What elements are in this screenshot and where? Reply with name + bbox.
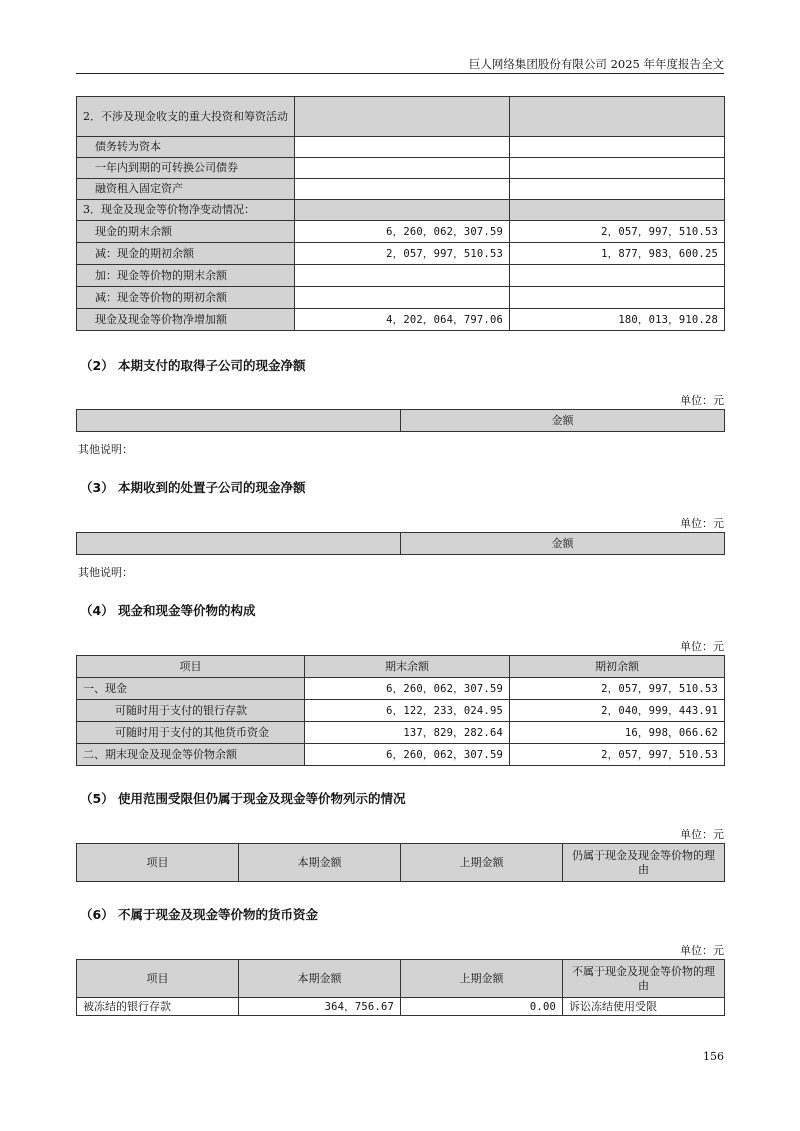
header-cell-reason: 仍属于现金及现金等价物的理由	[563, 844, 725, 882]
header-cell-end-balance: 期末余额	[305, 656, 510, 678]
prior-value: 2，057，997，510.53	[510, 221, 725, 243]
table-row	[77, 137, 725, 158]
table-row	[77, 243, 725, 265]
header-cell-reason: 不属于现金及现金等价物的理由	[563, 960, 725, 998]
prior-value	[510, 97, 725, 137]
restricted-cash-table	[76, 843, 725, 882]
header-cell-empty	[77, 533, 401, 555]
acquired-subsidiary-table	[76, 409, 725, 432]
end-value: 6，260，062，307.59	[305, 744, 510, 766]
other-note-3: 其他说明：	[78, 566, 133, 579]
unit-label-5: 单位：元	[680, 828, 724, 841]
end-value: 137，829，282.64	[305, 722, 510, 744]
unit-label-3: 单位：元	[680, 517, 724, 530]
current-value	[295, 97, 510, 137]
page-number: 156	[703, 1050, 724, 1063]
table-row	[77, 744, 725, 766]
table-row	[77, 265, 725, 287]
prior-value: 180，013，910.28	[510, 309, 725, 331]
prior-value	[510, 158, 725, 179]
table-row	[77, 158, 725, 179]
header-cell-amount: 金额	[401, 410, 725, 432]
table-row	[77, 287, 725, 309]
prior-value	[510, 265, 725, 287]
row-label: 现金的期末余额	[77, 221, 295, 243]
supplement-cash-flow-table	[76, 96, 725, 331]
table-header-row	[77, 656, 725, 678]
current-value	[295, 200, 510, 221]
begin-value: 2，040，999，443.91	[510, 700, 725, 722]
section-title-6: （6） 不属于现金及现金等价物的货币资金	[80, 907, 319, 922]
row-label: 被冻结的银行存款	[77, 998, 239, 1016]
row-label: 可随时用于支付的其他货币资金	[77, 722, 305, 744]
row-label: 一、现金	[77, 678, 305, 700]
section-title-3: （3） 本期收到的处置子公司的现金净额	[80, 480, 306, 495]
header-cell-item: 项目	[77, 960, 239, 998]
current-value: 4，202，064，797.06	[295, 309, 510, 331]
row-label: 可随时用于支付的银行存款	[77, 700, 305, 722]
current-value: 364，756.67	[239, 998, 401, 1016]
prior-value: 1，877，983，600.25	[510, 243, 725, 265]
table-row	[77, 221, 725, 243]
table-row	[77, 179, 725, 200]
table-row	[77, 200, 725, 221]
table-row	[77, 700, 725, 722]
prior-value	[510, 287, 725, 309]
cash-composition-table	[76, 655, 725, 766]
row-label: 加：现金等价物的期末余额	[77, 265, 295, 287]
table-header-row	[77, 410, 725, 432]
header-cell-current: 本期金额	[239, 844, 401, 882]
row-label: 减：现金等价物的期初余额	[77, 287, 295, 309]
table-header-row	[77, 960, 725, 998]
current-value	[295, 158, 510, 179]
current-value	[295, 287, 510, 309]
report-header: 巨人网络集团股份有限公司 2025 年年度报告全文	[468, 57, 724, 71]
header-cell-begin-balance: 期初余额	[510, 656, 725, 678]
begin-value: 16，998，066.62	[510, 722, 725, 744]
reason-text: 诉讼冻结使用受限	[563, 998, 725, 1016]
end-value: 6，260，062，307.59	[305, 678, 510, 700]
table-header-row	[77, 844, 725, 882]
table-row	[77, 678, 725, 700]
unit-label-2: 单位：元	[680, 394, 724, 407]
prior-value	[510, 179, 725, 200]
current-value: 6，260，062，307.59	[295, 221, 510, 243]
header-cell-empty	[77, 410, 401, 432]
row-label: 现金及现金等价物净增加额	[77, 309, 295, 331]
row-label: 减：现金的期初余额	[77, 243, 295, 265]
other-note-2: 其他说明：	[78, 443, 133, 456]
table-row	[77, 998, 725, 1016]
header-cell-amount: 金额	[401, 533, 725, 555]
table-row	[77, 97, 725, 137]
row-label: 二、期末现金及现金等价物余额	[77, 744, 305, 766]
header-cell-current: 本期金额	[239, 960, 401, 998]
unit-label-4: 单位：元	[680, 640, 724, 653]
table-header-row	[77, 533, 725, 555]
current-value	[295, 265, 510, 287]
table-row	[77, 722, 725, 744]
header-cell-prior: 上期金额	[401, 844, 563, 882]
begin-value: 2，057，997，510.53	[510, 678, 725, 700]
row-label: 3．现金及现金等价物净变动情况：	[77, 200, 295, 221]
prior-value	[510, 200, 725, 221]
section-title-2: （2） 本期支付的取得子公司的现金净额	[80, 358, 306, 373]
row-label: 2．不涉及现金收支的重大投资和筹资活动	[77, 97, 295, 137]
header-rule	[76, 73, 724, 74]
disposed-subsidiary-table	[76, 532, 725, 555]
section-title-4: （4） 现金和现金等价物的构成	[80, 603, 256, 618]
current-value	[295, 179, 510, 200]
begin-value: 2，057，997，510.53	[510, 744, 725, 766]
header-cell-item: 项目	[77, 656, 305, 678]
header-cell-prior: 上期金额	[401, 960, 563, 998]
row-label: 一年内到期的可转换公司债券	[77, 158, 295, 179]
section-title-5: （5） 使用范围受限但仍属于现金及现金等价物列示的情况	[80, 791, 406, 806]
header-cell-item: 项目	[77, 844, 239, 882]
prior-value	[510, 137, 725, 158]
current-value	[295, 137, 510, 158]
row-label: 融资租入固定资产	[77, 179, 295, 200]
prior-value: 0.00	[401, 998, 563, 1016]
row-label: 债务转为资本	[77, 137, 295, 158]
table-row	[77, 309, 725, 331]
end-value: 6，122，233，024.95	[305, 700, 510, 722]
unit-label-6: 单位：元	[680, 944, 724, 957]
current-value: 2，057，997，510.53	[295, 243, 510, 265]
non-cash-equivalent-table	[76, 959, 725, 1016]
